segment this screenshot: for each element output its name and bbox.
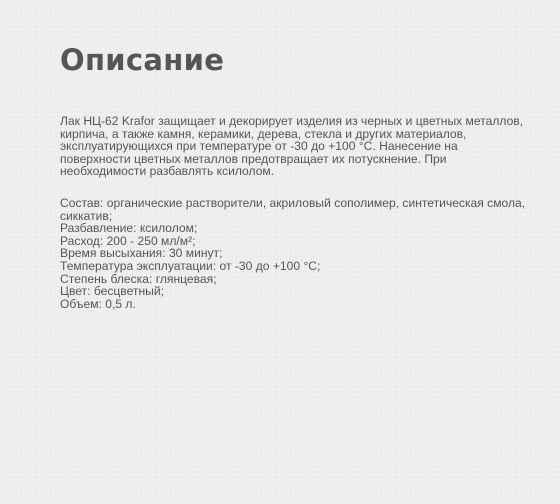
spec-item-consumption: Расход: 200 - 250 мл/м²; xyxy=(60,233,196,248)
spec-item-composition: Состав: органические растворители, акриловый сополимер, синтетическая смола, сиккатив; xyxy=(60,195,526,223)
paragraph-spacer xyxy=(60,178,530,197)
spec-item-thinning: Разбавление: ксилолом; xyxy=(60,221,198,236)
spec-list xyxy=(60,197,530,310)
spec-item-operating-temperature: Температура эксплуатации: от -30 до +100 °С; xyxy=(60,258,321,273)
spec-item-volume: Объем: 0,5 л. xyxy=(60,296,136,311)
section-title: Описание xyxy=(60,43,225,77)
description-body xyxy=(60,115,530,310)
spec-item-gloss: Степень блеска: глянцевая; xyxy=(60,271,217,286)
description-paragraph: Лак НЦ-62 Krafor защищает и декорирует изделия из черных и цветных металлов, кирпича, а также камня, керамики, дерева, стекла и других материалов, эксплуатирующихся при температуре от -30 до +100 °С. Нанесение на поверхности цветных металлов предотвращает их потускнение. При необходимости разбавлять ксилолом. xyxy=(60,114,524,179)
spec-item-drying-time: Время высыхания: 30 минут; xyxy=(60,246,223,261)
spec-item-color: Цвет: бесцветный; xyxy=(60,284,164,299)
